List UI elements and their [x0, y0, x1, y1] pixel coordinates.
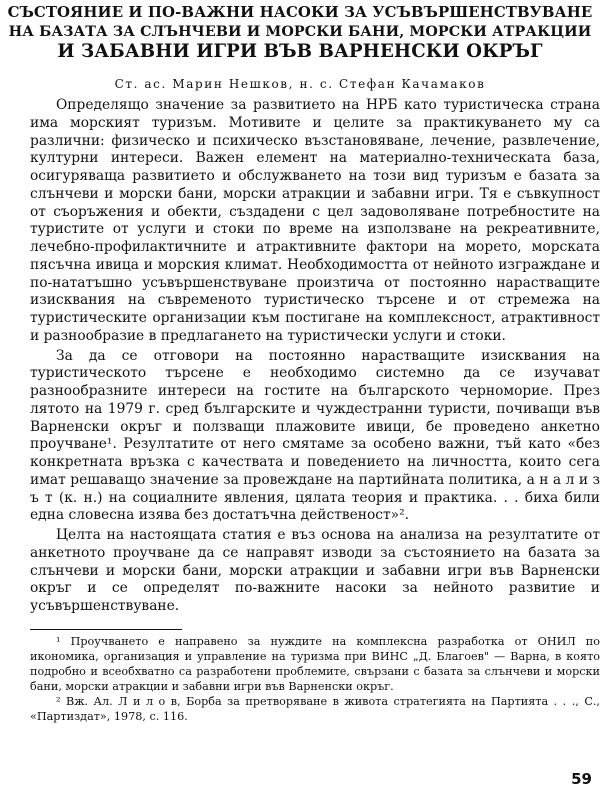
article-title — [6, 2, 594, 62]
page-number: 59 — [571, 770, 592, 788]
body-paragraph-3: Целта на настоящата статия е въз основа на анализа на резултатите от анкетното проучване да се направят изводи за състоянието на базата за слънчеви и морски бани, морски атракции и забавни игри във Варненски окръг и се определят по-важните насоки за нейното развитие и усъвършенствуване. — [30, 527, 600, 614]
article-body — [30, 97, 600, 616]
body-paragraph-2: За да се отговори на постоянно нарастващите изисквания на туристическото търсене е необходимо системно да се изучават разнообразните интереси на гостите на българското черноморие. През лятото на 1979 г. сред българските и чуждестранни туристи, почиващи във Варненски окръг и ползващи плажовите ивици, бе проведено анкетно проучване¹. Резултатите от него смятаме за особено важни, тъй като «без конкретната връзка с качествата и поведението на личността, които сега имат решаващо значение за провеждане на партийната политика, а н а л и з ъ т (к. н.) на социалните явления, цялата теория и практика. . . биха били една словесна изява без достатъчна действеност»². — [30, 347, 600, 524]
article-authors: Ст. ас. Марин Нешков, н. с. Стефан Качамаков — [114, 77, 486, 91]
body-paragraph-1: Определящо значение за развитието на НРБ като туристическа страна има морският туризъм. Мотивите и целите за практикуването му са различни: физическо и психическо възстановяване, лечение, развлечение, културни интереси. Важен елемент на материално-техническата база, осигуряваща развитието и обслужването на този вид туризъм е базата за слънчеви и морски бани, морски атракции и забавни игри. Тя е съвкупност от съоръжения и обекти, създадени с цел задоволяване потребностите на туристите от услуги и стоки по време на използване на рекреативните, лечебно-профилактичните и атрактивните фактори на морето, морската пясъчна ивица и морския климат. Необходимостта от нейното изграждане и по-нататъшно усъвършенствуване произтича от постоянно нарастващите изисквания на съвременото туристическо търсене и от стремежа на туристическите организации към постигане на комплексност, атрактивност и разнообразие в предлагането на туристически услуги и стоки. — [30, 97, 600, 344]
title-line-1: СЪСТОЯНИЕ И ПО-ВАЖНИ НАСОКИ ЗА УСЪВЪРШЕНСТВУВАНЕ — [7, 3, 593, 21]
footnotes — [30, 634, 600, 724]
footnote-2: ² Вж. Ал. Л и л о в, Борба за претворяване в живота стратегията на Партията . . ., С., «Партиздат», 1978, с. 116. — [30, 695, 600, 723]
title-line-2: НА БАЗАТА ЗА СЛЪНЧЕВИ И МОРСКИ БАНИ, МОРСКИ АТРАКЦИИ — [8, 24, 592, 40]
title-line-3: И ЗАБАВНИ ИГРИ ВЪВ ВАРНЕНСКИ ОКРЪГ — [57, 41, 543, 62]
footnote-1: ¹ Проучването е направено за нуждите на комплексна разработка от ОНИЛ по икономика, организация и управление на туризма при ВИНС „Д. Благоев" — Варна, в която подробно и всеобхватно са разработени проблемите, свързани с базата за слънчеви и морски бани, морски атракции и забавни игри във Варненски окръг. — [30, 635, 600, 693]
footnote-divider — [30, 629, 182, 630]
